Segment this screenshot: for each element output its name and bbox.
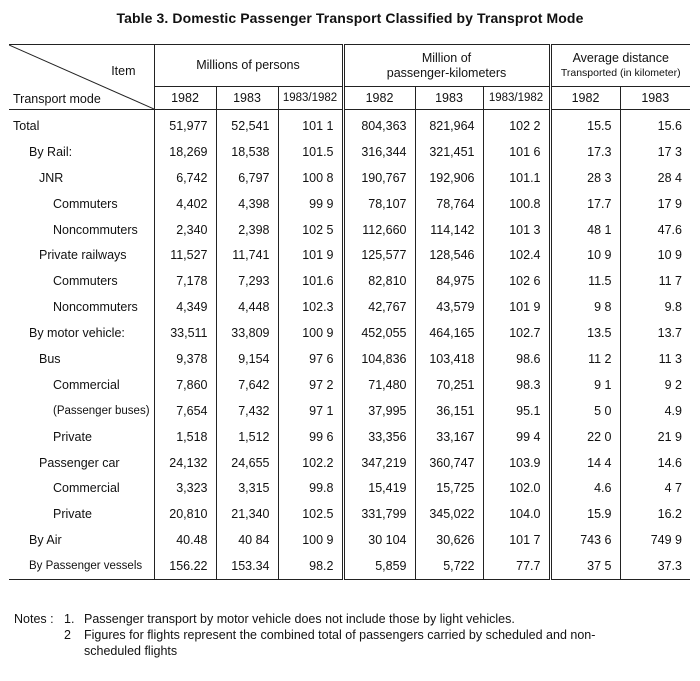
note-number: 1.: [64, 612, 75, 626]
note-item: [14, 611, 694, 627]
table-cell: 71,480: [343, 372, 415, 398]
table-cell: 15.9: [550, 501, 620, 527]
table-cell: 100 9: [278, 320, 343, 346]
table-cell: 347,219: [343, 450, 415, 476]
table-cell: 7,654: [154, 398, 216, 424]
transport-mode-label: Transport mode: [13, 92, 101, 106]
table-title: Table 3. Domestic Passenger Transport Classified by Transprot Mode: [116, 10, 584, 26]
table-cell: 13.5: [550, 320, 620, 346]
row-label: By motor vehicle:: [29, 326, 125, 341]
table-cell: 37.3: [620, 553, 690, 579]
table-cell: 331,799: [343, 501, 415, 527]
table-cell: 82,810: [343, 268, 415, 294]
table-cell: 33,809: [216, 320, 278, 346]
col-header: 1983/1982: [483, 87, 550, 110]
table-row: [9, 527, 690, 553]
table-cell: 102 2: [483, 110, 550, 139]
table-cell: 22 0: [550, 424, 620, 450]
table-cell: 4,349: [154, 294, 216, 320]
table-cell: 7,293: [216, 268, 278, 294]
table-cell: 36,151: [415, 398, 483, 424]
table-cell: 2,340: [154, 217, 216, 243]
table-cell: 9 8: [550, 294, 620, 320]
table-cell: 11.5: [550, 268, 620, 294]
table-cell: 99 6: [278, 424, 343, 450]
table-cell: 11 7: [620, 268, 690, 294]
table-cell: 5,722: [415, 553, 483, 579]
table-cell: 100.8: [483, 191, 550, 217]
table-cell: 99 9: [278, 191, 343, 217]
row-label: Private: [53, 507, 92, 522]
table-row: [9, 398, 690, 424]
table-cell: 102.3: [278, 294, 343, 320]
table-row: [9, 346, 690, 372]
table-cell: 52,541: [216, 110, 278, 139]
table-cell: 112,660: [343, 217, 415, 243]
table-cell: 192,906: [415, 165, 483, 191]
table-cell: 6,797: [216, 165, 278, 191]
table-cell: 102.2: [278, 450, 343, 476]
table-cell: 5 0: [550, 398, 620, 424]
table-cell: 102.0: [483, 475, 550, 501]
table-cell: 102.5: [278, 501, 343, 527]
table-cell: 10 9: [620, 242, 690, 268]
table-cell: 101 9: [278, 242, 343, 268]
note-text: Figures for flights represent the combined total of passengers carried by scheduled and non-: [84, 628, 596, 642]
row-label: Total: [13, 118, 40, 133]
table-cell: 97 2: [278, 372, 343, 398]
note-number: 2: [64, 628, 71, 642]
table-cell: 17.3: [550, 139, 620, 165]
table-cell: 6,742: [154, 165, 216, 191]
table-row: [9, 191, 690, 217]
table-cell: 360,747: [415, 450, 483, 476]
persons-group-header: Millions of persons: [154, 45, 343, 87]
table-cell: 190,767: [343, 165, 415, 191]
table-cell: 7,860: [154, 372, 216, 398]
row-label: Bus: [39, 351, 61, 366]
table-cell: 17 3: [620, 139, 690, 165]
row-label: Noncommuters: [53, 222, 138, 237]
table-cell: 77.7: [483, 553, 550, 579]
table-cell: 5,859: [343, 553, 415, 579]
row-label: Commuters: [53, 196, 118, 211]
table-cell: 3,315: [216, 475, 278, 501]
table-row: [9, 553, 690, 579]
table-cell: 48 1: [550, 217, 620, 243]
table-cell: 43,579: [415, 294, 483, 320]
table-cell: 100 9: [278, 527, 343, 553]
table-cell: 95.1: [483, 398, 550, 424]
table-cell: 321,451: [415, 139, 483, 165]
table-cell: 452,055: [343, 320, 415, 346]
table-cell: 18,269: [154, 139, 216, 165]
table-row: [9, 501, 690, 527]
table-cell: 101 7: [483, 527, 550, 553]
table-cell: 18,538: [216, 139, 278, 165]
table-cell: 102.7: [483, 320, 550, 346]
table-cell: 104,836: [343, 346, 415, 372]
table-cell: 101 3: [483, 217, 550, 243]
table-cell: 345,022: [415, 501, 483, 527]
table-cell: 70,251: [415, 372, 483, 398]
table-cell: 101 9: [483, 294, 550, 320]
table-cell: 21,340: [216, 501, 278, 527]
table-cell: 4,448: [216, 294, 278, 320]
table-cell: 37 5: [550, 553, 620, 579]
table-row: [9, 110, 690, 139]
table-cell: 125,577: [343, 242, 415, 268]
table-row: [9, 268, 690, 294]
table-cell: 9.8: [620, 294, 690, 320]
row-label: Private: [53, 429, 92, 444]
col-header: 1982: [154, 87, 216, 110]
table-cell: 9 1: [550, 372, 620, 398]
table-cell: 15,725: [415, 475, 483, 501]
table-cell: 98.3: [483, 372, 550, 398]
table-cell: 99 4: [483, 424, 550, 450]
avg-distance-group-header: Average distance Transported (in kilometer): [550, 45, 690, 87]
table-cell: 17 9: [620, 191, 690, 217]
row-label: Private railways: [39, 248, 127, 263]
table-cell: 102.4: [483, 242, 550, 268]
table-cell: 101.5: [278, 139, 343, 165]
table-row: [9, 294, 690, 320]
row-label: Commuters: [53, 274, 118, 289]
table-cell: 78,107: [343, 191, 415, 217]
table-cell: 7,642: [216, 372, 278, 398]
table-cell: 103,418: [415, 346, 483, 372]
table-row: [9, 424, 690, 450]
table-cell: 464,165: [415, 320, 483, 346]
table-cell: 20,810: [154, 501, 216, 527]
col-header: 1982: [343, 87, 415, 110]
table-cell: 16.2: [620, 501, 690, 527]
table-cell: 37,995: [343, 398, 415, 424]
table-cell: 100 8: [278, 165, 343, 191]
table-cell: 28 4: [620, 165, 690, 191]
row-label: By Passenger vessels: [9, 553, 154, 579]
table-body: [9, 110, 690, 580]
table-row: [9, 217, 690, 243]
table-cell: 28 3: [550, 165, 620, 191]
table-row: [9, 450, 690, 476]
note-continuation: scheduled flights: [84, 644, 178, 658]
table-cell: 33,511: [154, 320, 216, 346]
table-cell: 99.8: [278, 475, 343, 501]
row-label: Passenger car: [39, 455, 120, 470]
table-row: [9, 242, 690, 268]
table-cell: 33,356: [343, 424, 415, 450]
table-cell: 153.34: [216, 553, 278, 579]
col-header: 1983/1982: [278, 87, 343, 110]
table-cell: 17.7: [550, 191, 620, 217]
table-cell: 40.48: [154, 527, 216, 553]
table-cell: 11 3: [620, 346, 690, 372]
row-label: JNR: [39, 170, 64, 185]
table-cell: 15.6: [620, 110, 690, 139]
table-cell: 156.22: [154, 553, 216, 579]
table-cell: 102 5: [278, 217, 343, 243]
row-label: By Air: [29, 533, 62, 548]
table-cell: 9,154: [216, 346, 278, 372]
table-cell: 4,398: [216, 191, 278, 217]
table-cell: 14 4: [550, 450, 620, 476]
table-cell: 128,546: [415, 242, 483, 268]
table-cell: 4,402: [154, 191, 216, 217]
table-cell: 42,767: [343, 294, 415, 320]
table-cell: 97 1: [278, 398, 343, 424]
col-header: 1983: [216, 87, 278, 110]
table-cell: 749 9: [620, 527, 690, 553]
table-cell: 821,964: [415, 110, 483, 139]
table-cell: 3,323: [154, 475, 216, 501]
table-cell: 24,655: [216, 450, 278, 476]
pkm-group-header: Million of passenger-kilometers: [343, 45, 550, 87]
table-cell: 10 9: [550, 242, 620, 268]
table-cell: 84,975: [415, 268, 483, 294]
table-cell: 11,741: [216, 242, 278, 268]
table-cell: 15,419: [343, 475, 415, 501]
table-cell: 21 9: [620, 424, 690, 450]
notes-section: [14, 611, 694, 659]
transport-table: [9, 44, 690, 580]
note-text: Passenger transport by motor vehicle does not include those by light vehicles.: [84, 612, 515, 626]
table-cell: 103.9: [483, 450, 550, 476]
table-cell: 24,132: [154, 450, 216, 476]
table-cell: 98.6: [483, 346, 550, 372]
table-cell: 316,344: [343, 139, 415, 165]
table-row: [9, 320, 690, 346]
table-cell: 101 1: [278, 110, 343, 139]
table-cell: 11 2: [550, 346, 620, 372]
col-header: 1982: [550, 87, 620, 110]
table-cell: 9 2: [620, 372, 690, 398]
table-cell: 51,977: [154, 110, 216, 139]
table-cell: 40 84: [216, 527, 278, 553]
row-label: Commercial: [53, 377, 120, 392]
table-cell: 101.6: [278, 268, 343, 294]
table-cell: 114,142: [415, 217, 483, 243]
row-label: Noncommuters: [53, 300, 138, 315]
table-cell: 30 104: [343, 527, 415, 553]
row-label: By Rail:: [29, 144, 73, 159]
table-cell: 33,167: [415, 424, 483, 450]
table-cell: 4.6: [550, 475, 620, 501]
table-cell: 4 7: [620, 475, 690, 501]
col-header: 1983: [620, 87, 690, 110]
table-cell: 15.5: [550, 110, 620, 139]
table-cell: 1,518: [154, 424, 216, 450]
table-cell: 47.6: [620, 217, 690, 243]
table-cell: 11,527: [154, 242, 216, 268]
table-cell: 78,764: [415, 191, 483, 217]
table-cell: 1,512: [216, 424, 278, 450]
table-cell: 102 6: [483, 268, 550, 294]
table-cell: 104.0: [483, 501, 550, 527]
note-item: [14, 627, 694, 643]
item-label: Item: [111, 64, 136, 78]
table-row: [9, 139, 690, 165]
table-row: [9, 475, 690, 501]
table-cell: 14.6: [620, 450, 690, 476]
table-cell: 13.7: [620, 320, 690, 346]
table-cell: 7,432: [216, 398, 278, 424]
table-cell: 101 6: [483, 139, 550, 165]
notes-label: Notes :: [14, 612, 54, 626]
item-header-cell: [9, 45, 154, 110]
table-row: [9, 165, 690, 191]
table-row: [9, 372, 690, 398]
col-header: 1983: [415, 87, 483, 110]
table-cell: 743 6: [550, 527, 620, 553]
row-label: Commercial: [53, 481, 120, 496]
table-cell: 101.1: [483, 165, 550, 191]
table-cell: 30,626: [415, 527, 483, 553]
table-cell: 4.9: [620, 398, 690, 424]
table-cell: 2,398: [216, 217, 278, 243]
table-cell: 9,378: [154, 346, 216, 372]
table-cell: 7,178: [154, 268, 216, 294]
table-cell: 97 6: [278, 346, 343, 372]
table-cell: 98.2: [278, 553, 343, 579]
table-cell: 804,363: [343, 110, 415, 139]
row-label: (Passenger buses): [53, 404, 150, 417]
